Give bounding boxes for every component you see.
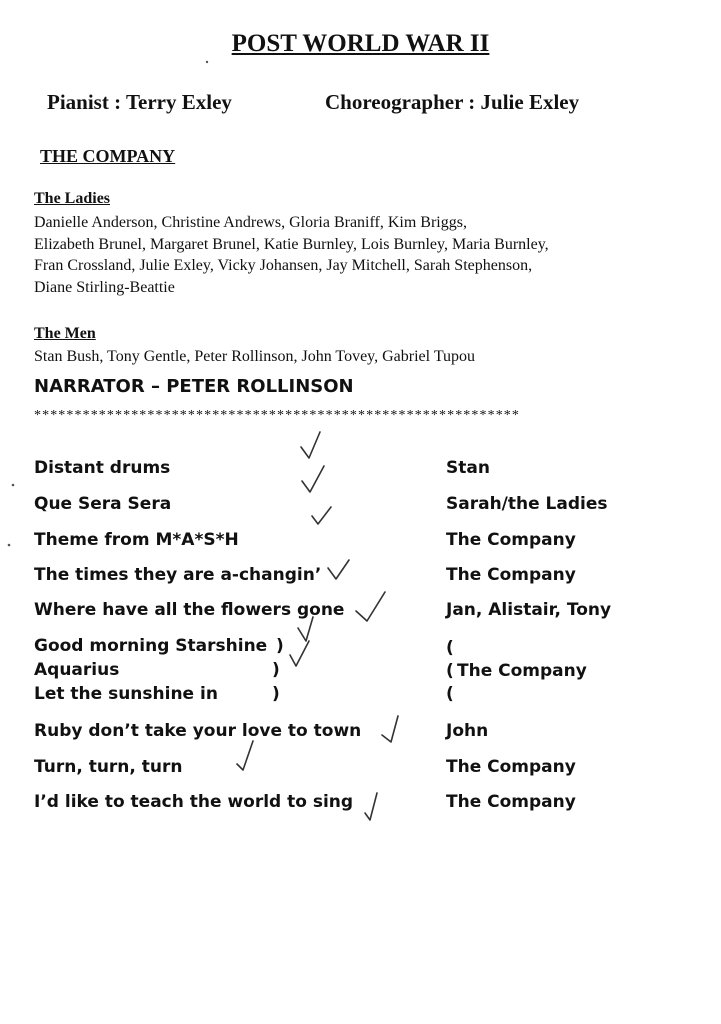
medley-open-paren: ( <box>446 661 454 681</box>
asterisk-divider: ************************************************************ <box>34 408 520 423</box>
page-title: POST WORLD WAR II <box>231 30 490 57</box>
ladies-line: Danielle Anderson, Christine Andrews, Gloria Braniff, Kim Briggs, <box>34 214 467 231</box>
men-heading: The Men <box>34 325 96 342</box>
checkmark-icon <box>301 432 320 458</box>
ink-speck <box>8 544 11 547</box>
ladies-heading: The Ladies <box>34 190 111 207</box>
song-title: Good morning Starshine <box>34 636 268 656</box>
song-performer: The Company <box>446 565 576 585</box>
ladies-line: Diane Stirling-Beattie <box>34 278 175 296</box>
song-title: Let the sunshine in <box>34 684 218 704</box>
checkmark-icon <box>302 466 324 492</box>
narrator-line: NARRATOR – PETER ROLLINSON <box>34 376 354 397</box>
checkmark-icon <box>365 793 377 820</box>
checkmark-icon <box>290 641 309 666</box>
song-performer: Jan, Alistair, Tony <box>446 600 612 620</box>
medley-open-paren: ( <box>446 638 454 658</box>
song-performer: Sarah/the Ladies <box>446 494 608 514</box>
song-title: Theme from M*A*S*H <box>34 530 239 550</box>
checkmark-icon <box>237 741 253 770</box>
checkmark-icon <box>382 716 398 742</box>
ink-speck <box>12 484 15 487</box>
song-performer: The Company <box>446 792 576 812</box>
song-title: Ruby don’t take your love to town <box>34 721 362 741</box>
choreographer-credit: Choreographer : Julie Exley <box>325 90 580 114</box>
song-title: Aquarius <box>34 660 120 680</box>
pianist-credit: Pianist : Terry Exley <box>47 90 232 114</box>
song-title: The times they are a-changin’ <box>34 565 322 585</box>
checkmark-icon <box>328 560 349 579</box>
song-performer: The Company <box>457 661 587 681</box>
song-performer: The Company <box>446 530 576 550</box>
men-list: Stan Bush, Tony Gentle, Peter Rollinson, John Tovey, Gabriel Tupou <box>34 348 476 365</box>
ladies-line: Elizabeth Brunel, Margaret Brunel, Katie Burnley, Lois Burnley, Maria Burnley, <box>34 235 549 253</box>
company-heading: THE COMPANY <box>40 146 176 166</box>
song-performer: Stan <box>446 458 490 478</box>
checkmark-icon <box>312 507 331 524</box>
song-title: Distant drums <box>34 458 171 478</box>
ink-speck <box>206 61 208 63</box>
song-performer: John <box>446 721 489 741</box>
song-performer: The Company <box>446 757 576 777</box>
song-title: I’d like to teach the world to sing <box>34 792 354 812</box>
song-title: Que Sera Sera <box>34 494 172 514</box>
medley-close-paren: ) <box>276 636 284 656</box>
medley-close-paren: ) <box>272 684 280 704</box>
song-title: Where have all the flowers gone <box>34 600 345 620</box>
checkmark-icon <box>356 592 385 621</box>
medley-open-paren: ( <box>446 684 454 704</box>
checkmark-icon <box>298 617 313 641</box>
song-title: Turn, turn, turn <box>34 757 183 777</box>
medley-close-paren: ) <box>272 660 280 680</box>
ladies-list <box>34 212 704 298</box>
ladies-line: Fran Crossland, Julie Exley, Vicky Johansen, Jay Mitchell, Sarah Stephenson, <box>34 257 533 274</box>
